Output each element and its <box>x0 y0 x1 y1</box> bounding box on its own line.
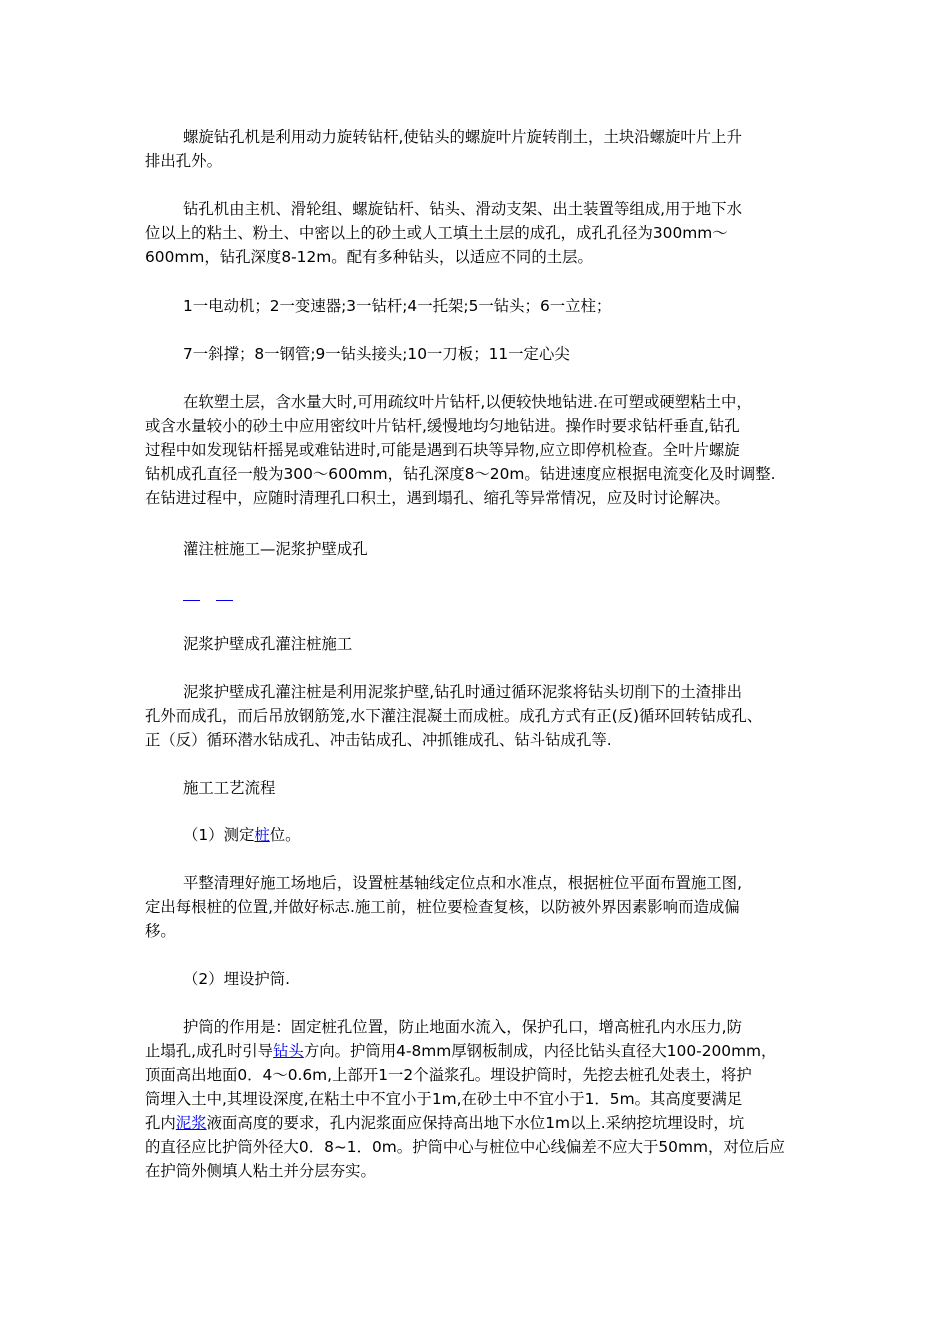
text-line: 螺旋钻孔机是利用动力旋转钻杆,使钻头的螺旋叶片旋转削土，土块沿螺旋叶片上升 <box>183 128 742 146</box>
link-mud[interactable]: 泥浆 <box>175 1114 207 1132</box>
text-line <box>145 1039 815 1063</box>
text-line: 平整清理好施工场地后，设置桩基轴线定位点和水准点，根据桩位平面布置施工图, <box>183 874 742 892</box>
text-line: 正（反）循环潜水钻成孔、冲击钻成孔、冲抓锥成孔、钻斗钻成孔等. <box>145 731 612 749</box>
link-divider-left[interactable] <box>183 600 200 601</box>
text-line: 钻机成孔直径一般为300～600mm，钻孔深度8～20m。钻进速度应根据电流变化及时调整. <box>145 465 776 483</box>
heading-text: 泥浆护壁成孔灌注桩施工 <box>183 635 353 653</box>
inline-text: 孔内 <box>145 1114 176 1132</box>
inline-text: 止塌孔,成孔时引导 <box>145 1042 274 1060</box>
link-pile[interactable]: 桩 <box>254 826 270 844</box>
text-line: 或含水量较小的砂土中应用密纹叶片钻杆,缓慢地均匀地钻进。操作时要求钻杆垂直,钻孔 <box>145 417 740 435</box>
text-line <box>145 1111 815 1135</box>
text-line: 1一电动机；2一变速器;3一钻杆;4一托架;5一钻头；6一立柱； <box>183 297 612 315</box>
text-line: 600mm，钻孔深度8-12m。配有多种钻头，以适应不同的土层。 <box>145 248 593 266</box>
text-line: 顶面高出地面0．4～0.6m,上部开1一2个溢浆孔。埋设护筒时，先挖去桩孔处表土，将护 <box>145 1066 752 1084</box>
text-line: 的直径应比护筒外径大0．8~1．0m。护筒中心与桩位中心线偏差不应大于50mm，对位后应 <box>145 1138 785 1156</box>
paragraph-soil-drilling <box>145 390 815 510</box>
text-line: 钻孔机由主机、滑轮组、螺旋钻杆、钻头、滑动支架、出土装置等组成,用于地下水 <box>183 200 742 218</box>
heading-text: 施工工艺流程 <box>183 779 276 797</box>
heading-cast-in-place-pile <box>145 537 815 561</box>
step-1-title <box>145 823 815 847</box>
inline-text: 方向。护筒用4-8mm厚钢板制成，内径比钻头直径大100-200mm， <box>303 1042 777 1060</box>
text-line: 在钻进过程中，应随时清理孔口积土，遇到塌孔、缩孔等异常情况，应及时讨论解决。 <box>145 489 730 507</box>
link-divider-right[interactable] <box>216 600 233 601</box>
text-line: （2）埋设护筒. <box>183 970 291 988</box>
text-line: 护筒的作用是：固定桩孔位置，防止地面水流入，保护孔口，增高桩孔内水压力,防 <box>183 1018 742 1036</box>
heading-text: 灌注桩施工—泥浆护壁成孔 <box>183 540 368 558</box>
heading-process-flow <box>145 776 815 800</box>
text-line: 7一斜撑；8一钢管;9一钻头接头;10一刀板；11一定心尖 <box>183 345 570 363</box>
text-line: 在软塑土层，含水量大时,可用疏纹叶片钻杆,以便较快地钻进.在可塑或硬塑粘土中， <box>183 393 752 411</box>
text-line <box>145 823 815 847</box>
text-line: 移。 <box>145 922 176 940</box>
text-line: 泥浆护壁成孔灌注桩是利用泥浆护壁,钻孔时通过循环泥浆将钻头切削下的土渣排出 <box>183 683 742 701</box>
inline-text: 液面高度的要求，孔内泥浆面应保持高出地下水位1m以上.采纳挖坑埋设时，坑 <box>206 1114 745 1132</box>
paragraph-parts-list-1 <box>145 294 815 318</box>
paragraph-casing-function <box>145 1015 815 1183</box>
heading-mud-wall-pile <box>145 632 815 656</box>
paragraph-mud-wall-method <box>145 680 815 752</box>
text-line: 在护筒外侧填人粘土并分层夯实。 <box>145 1162 376 1180</box>
paragraph-site-preparation <box>145 871 815 943</box>
text-line: 排出孔外。 <box>145 152 222 170</box>
step-2-title <box>145 967 815 991</box>
text-line: 定出每根桩的位置,并做好标志.施工前，桩位要检查复核，以防被外界因素影响而造成偏 <box>145 898 740 916</box>
step-text: （1）测定 <box>183 826 255 844</box>
link-drill-bit[interactable]: 钻头 <box>273 1042 304 1060</box>
paragraph-drill-components <box>145 197 815 269</box>
text-line: 筒埋入土中,其埋设深度,在粘土中不宜小于1m,在砂土中不宜小于1．5m。其高度要满足 <box>145 1090 743 1108</box>
text-line: 位以上的粘土、粉土、中密以上的砂土或人工填土土层的成孔，成孔孔径为300mm～ <box>145 224 728 242</box>
step-text: 位。 <box>269 826 301 844</box>
paragraph-parts-list-2 <box>145 342 815 366</box>
text-line: 孔外而成孔，而后吊放钢筋笼,水下灌注混凝土而成桩。成孔方式有正(反)循环回转钻成孔、 <box>145 707 763 725</box>
paragraph-spiral-drill-intro <box>145 125 815 173</box>
text-line: 过程中如发现钻杆摇晃或难钻进时,可能是遇到石块等异物,应立即停机检查。全叶片螺旋 <box>145 441 740 459</box>
